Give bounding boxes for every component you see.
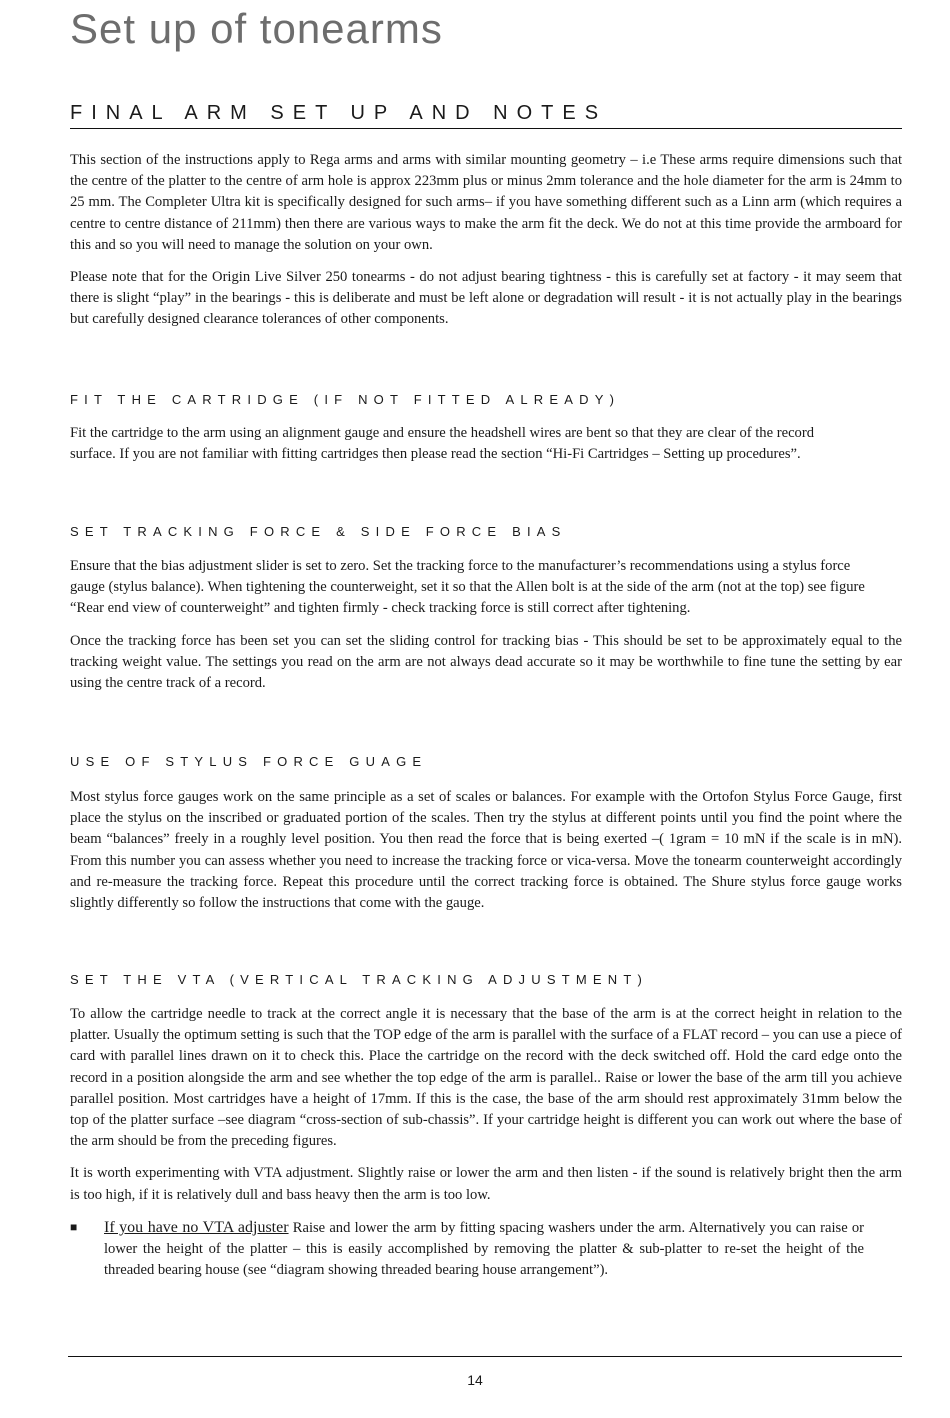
vta-section — [70, 972, 902, 1281]
footer-rule — [68, 1356, 902, 1357]
bullet-text: Raise and lower the arm by fitting spacing washers under the arm. Alternatively you can raise or lower the height of the platter – this is easily accomplished by removing the platter & sub-platter to re-set the height of the threaded bearing house (see “diagram showing threaded bearing house arrangement”). — [104, 1219, 864, 1279]
tracking-force-heading: SET TRACKING FORCE & SIDE FORCE BIAS — [70, 524, 567, 539]
tracking-force-section — [70, 524, 902, 694]
stylus-gauge-heading: USE OF STYLUS FORCE GUAGE — [70, 754, 428, 769]
stylus-gauge-section — [70, 754, 902, 914]
intro-section — [70, 150, 902, 331]
fit-cartridge-section — [70, 392, 902, 465]
tracking-force-paragraph-1: Ensure that the bias adjustment slider is set to zero. Set the tracking force to the manufacturer’s recommendations using a stylus force gauge (stylus balance). When tightening the counterweight, set it so that the Allen bolt is at the side of the arm (not at the top) see figure “Rear end view of counterweight” and tighten firmly - check tracking force is still correct after tightening. — [70, 558, 865, 617]
bullet-lead: If you have no VTA adjuster — [104, 1218, 289, 1236]
vta-paragraph-2: It is worth experimenting with VTA adjustment. Slightly raise or lower the arm and then listen - if the sound is relatively bright then the arm is too high, if it is relatively dull and bass heavy then the arm is too low. — [70, 1165, 902, 1203]
page-title: Set up of tonearms — [70, 5, 443, 52]
document-page — [70, 0, 902, 1279]
bullet-icon: ■ — [70, 1219, 78, 1234]
fit-cartridge-heading: FIT THE CARTRIDGE (IF NOT FITTED ALREADY) — [70, 392, 621, 407]
fit-cartridge-paragraph: Fit the cartridge to the arm using an alignment gauge and ensure the headshell wires are bent so that they are clear of the record surface. If you are not familiar with fitting cartridges then please read the section “Hi-Fi Cartridges – Setting up procedures”. — [70, 425, 814, 463]
vta-bullet-list — [70, 1217, 902, 1282]
tracking-force-paragraph-2: Once the tracking force has been set you can set the sliding control for tracking bias - This should be set to be approximately equal to the tracking weight value. The settings you read on the arm are not always dead accurate so it may be worthwhile to fine tune the setting by ear using the centre track of a record. — [70, 632, 902, 692]
stylus-gauge-paragraph: Most stylus force gauges work on the same principle as a set of scales or balances. For example with the Ortofon Stylus Force Gauge, first place the stylus on the inscribed or graduated portion of the scales. Then try the stylus at different points until you find the point where the beam “balances” freely in a roughly level position. You then read the force that is being exerted –( 1gram = 10 mN if the scale is in mN). From this number you can assess whether you need to increase the tracking force or vica-versa. Move the tonearm counterweight accordingly and re-measure the tracking force. Repeat this procedure until the correct tracking force is obtained. The Shure stylus force gauge works slightly differently so follow the instructions that come with the gauge. — [70, 789, 902, 912]
page-number: 14 — [467, 1372, 483, 1388]
vta-heading: SET THE VTA (VERTICAL TRACKING ADJUSTMENT) — [70, 972, 648, 987]
intro-paragraph-2: Please note that for the Origin Live Silver 250 tonearms - do not adjust bearing tightness - this is carefully set at factory - it may seem that there is slight “play” in the bearings - this is deliberate and must be left alone or degradation will result - it is not actually play in the bearings but carefully designed clearance tolerances of other components. — [70, 269, 902, 328]
list-item — [70, 1217, 864, 1282]
vta-paragraph-1: To allow the cartridge needle to track at the correct angle it is necessary that the base of the arm is at the correct height in relation to the platter. Usually the optimum setting is such that the TOP edge of the arm is parallel with the surface of a FLAT record – you can use a piece of card with parallel lines drawn on it to check this. Place the cartridge on the record with the deck switched off. Hold the card edge onto the record in a position alongside the arm and see whether the top edge of the arm is parallel.. Raise or lower the base of the arm till you achieve parallel position. Most cartridges have a height of 17mm. If this is the case, the base of the arm should rest approximately 31mm below the top of the platter surface –see diagram “cross-section of sub-chassis”. If your cartridge height is different you can work out where the base of the arm should be from the preceding figures. — [70, 1006, 902, 1150]
section-heading: FINAL ARM SET UP AND NOTES — [70, 102, 902, 129]
intro-paragraph-1: This section of the instructions apply to Rega arms and arms with similar mounting geometry – i.e These arms require dimensions such that the centre of the platter to the centre of arm hole is approx 223mm plus or minus 2mm tolerance and the hole diameter for the arm is 24mm to 25 mm. The Completer Ultra kit is specifically designed for such arms– if you have something different such as a Linn arm (which requires a centre to centre distance of 211mm) then there are various ways to make the arm fit the deck. We do not at this time provide the armboard for this and so you will need to manage the solution on your own. — [70, 152, 902, 253]
